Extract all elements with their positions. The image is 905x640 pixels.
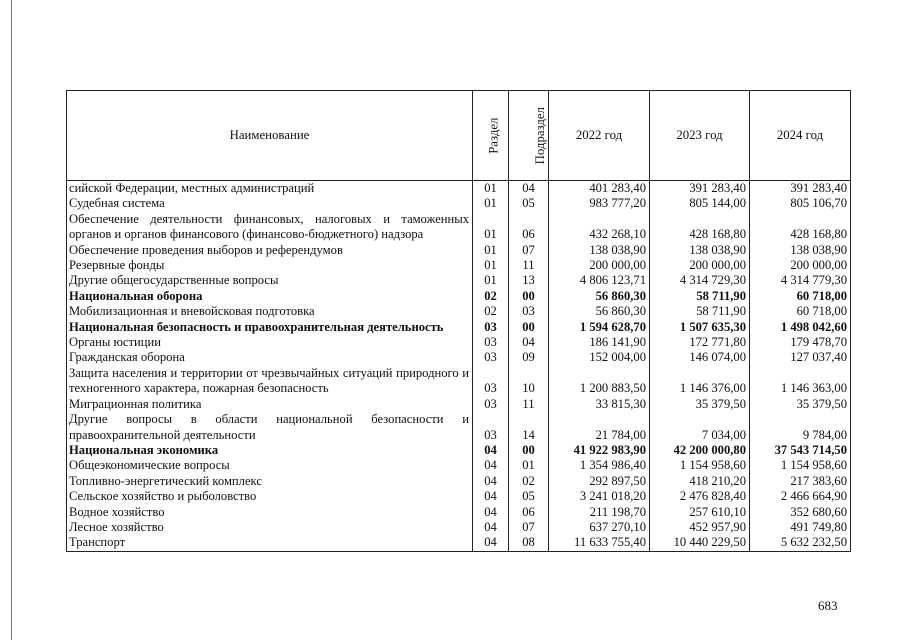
table-row: [67, 350, 851, 365]
cell-name: Резервные фонды: [67, 258, 473, 273]
cell-2024: 5 632 232,50: [750, 535, 851, 551]
cell-podrazdel: 00: [509, 443, 549, 458]
table-header-row: [67, 91, 851, 181]
cell-2024: 805 106,70: [750, 196, 851, 211]
cell-name: Миграционная политика: [67, 397, 473, 412]
cell-razdel: 03: [473, 350, 509, 365]
cell-name: Сельское хозяйство и рыболовство: [67, 489, 473, 504]
page-margin-line: [11, 0, 12, 640]
cell-razdel: 03: [473, 412, 509, 443]
cell-razdel: 01: [473, 273, 509, 288]
cell-2024: 491 749,80: [750, 520, 851, 535]
cell-2022: 186 141,90: [549, 335, 650, 350]
table-row: [67, 181, 851, 197]
cell-razdel: 04: [473, 458, 509, 473]
table-row: [67, 366, 851, 397]
cell-2022: 292 897,50: [549, 474, 650, 489]
cell-razdel: 04: [473, 443, 509, 458]
cell-razdel: 03: [473, 320, 509, 335]
cell-2024: 1 146 363,00: [750, 366, 851, 397]
cell-razdel: 01: [473, 212, 509, 243]
cell-2024: 352 680,60: [750, 505, 851, 520]
cell-2023: 58 711,90: [650, 289, 750, 304]
cell-2023: 1 154 958,60: [650, 458, 750, 473]
cell-2023: 428 168,80: [650, 212, 750, 243]
table-row: [67, 489, 851, 504]
cell-2023: 805 144,00: [650, 196, 750, 211]
cell-2022: 1 200 883,50: [549, 366, 650, 397]
cell-2022: 200 000,00: [549, 258, 650, 273]
cell-razdel: 04: [473, 489, 509, 504]
cell-razdel: 01: [473, 181, 509, 197]
cell-razdel: 01: [473, 258, 509, 273]
cell-2023: 58 711,90: [650, 304, 750, 319]
cell-2024: 1 498 042,60: [750, 320, 851, 335]
cell-razdel: 04: [473, 535, 509, 551]
cell-razdel: 04: [473, 505, 509, 520]
cell-2024: 391 283,40: [750, 181, 851, 197]
cell-2023: 257 610,10: [650, 505, 750, 520]
header-razdel: Раздел: [473, 91, 509, 181]
cell-2024: 127 037,40: [750, 350, 851, 365]
cell-name: Национальная оборона: [67, 289, 473, 304]
table-row: [67, 304, 851, 319]
cell-2023: 4 314 729,30: [650, 273, 750, 288]
cell-2023: 35 379,50: [650, 397, 750, 412]
page-number: 683: [818, 598, 838, 613]
cell-name: Топливно-энергетический комплекс: [67, 474, 473, 489]
cell-2024: 4 314 779,30: [750, 273, 851, 288]
cell-name: Гражданская оборона: [67, 350, 473, 365]
cell-razdel: 03: [473, 335, 509, 350]
cell-name: Другие вопросы в области национальной безопасности и правоохранительной деятельности: [67, 412, 473, 443]
cell-name: Обеспечение проведения выборов и референдумов: [67, 243, 473, 258]
cell-podrazdel: 05: [509, 196, 549, 211]
cell-razdel: 03: [473, 397, 509, 412]
cell-2022: 33 815,30: [549, 397, 650, 412]
cell-podrazdel: 03: [509, 304, 549, 319]
cell-2022: 56 860,30: [549, 304, 650, 319]
table-row: [67, 258, 851, 273]
cell-2022: 401 283,40: [549, 181, 650, 197]
cell-2024: 217 383,60: [750, 474, 851, 489]
cell-name: Общеэкономические вопросы: [67, 458, 473, 473]
cell-2023: 146 074,00: [650, 350, 750, 365]
cell-2022: 4 806 123,71: [549, 273, 650, 288]
header-2023: 2023 год: [650, 91, 750, 181]
cell-2024: 200 000,00: [750, 258, 851, 273]
cell-podrazdel: 10: [509, 366, 549, 397]
cell-2022: 211 198,70: [549, 505, 650, 520]
cell-razdel: 01: [473, 196, 509, 211]
cell-2024: 428 168,80: [750, 212, 851, 243]
table-row: [67, 397, 851, 412]
cell-name: Водное хозяйство: [67, 505, 473, 520]
cell-podrazdel: 09: [509, 350, 549, 365]
cell-podrazdel: 01: [509, 458, 549, 473]
cell-2022: 3 241 018,20: [549, 489, 650, 504]
table-row: [67, 320, 851, 335]
table-row: [67, 335, 851, 350]
cell-podrazdel: 11: [509, 397, 549, 412]
cell-2022: 138 038,90: [549, 243, 650, 258]
cell-razdel: 02: [473, 304, 509, 319]
cell-2022: 11 633 755,40: [549, 535, 650, 551]
cell-name: Национальная экономика: [67, 443, 473, 458]
cell-2024: 60 718,00: [750, 304, 851, 319]
cell-name: Другие общегосударственные вопросы: [67, 273, 473, 288]
cell-podrazdel: 11: [509, 258, 549, 273]
cell-2024: 1 154 958,60: [750, 458, 851, 473]
cell-podrazdel: 00: [509, 320, 549, 335]
table-row: [67, 412, 851, 443]
cell-podrazdel: 08: [509, 535, 549, 551]
cell-2023: 418 210,20: [650, 474, 750, 489]
cell-podrazdel: 05: [509, 489, 549, 504]
cell-2022: 637 270,10: [549, 520, 650, 535]
table-row: [67, 520, 851, 535]
cell-name: Национальная безопасность и правоохранительная деятельность: [67, 320, 473, 335]
cell-name: Мобилизационная и вневойсковая подготовка: [67, 304, 473, 319]
table-row: [67, 443, 851, 458]
cell-2024: 37 543 714,50: [750, 443, 851, 458]
cell-podrazdel: 04: [509, 181, 549, 197]
cell-2023: 7 034,00: [650, 412, 750, 443]
cell-2024: 179 478,70: [750, 335, 851, 350]
cell-2022: 432 268,10: [549, 212, 650, 243]
cell-2023: 200 000,00: [650, 258, 750, 273]
cell-podrazdel: 04: [509, 335, 549, 350]
cell-podrazdel: 06: [509, 505, 549, 520]
header-name: Наименование: [67, 91, 473, 181]
cell-2022: 56 860,30: [549, 289, 650, 304]
cell-2022: 1 354 986,40: [549, 458, 650, 473]
table-row: [67, 196, 851, 211]
table-row: [67, 273, 851, 288]
cell-razdel: 04: [473, 474, 509, 489]
cell-2023: 452 957,90: [650, 520, 750, 535]
cell-2024: 2 466 664,90: [750, 489, 851, 504]
cell-podrazdel: 06: [509, 212, 549, 243]
cell-name: сийской Федерации, местных администраций: [67, 181, 473, 197]
cell-2023: 42 200 000,80: [650, 443, 750, 458]
cell-2024: 60 718,00: [750, 289, 851, 304]
cell-2024: 138 038,90: [750, 243, 851, 258]
cell-podrazdel: 13: [509, 273, 549, 288]
cell-2023: 2 476 828,40: [650, 489, 750, 504]
cell-2024: 9 784,00: [750, 412, 851, 443]
cell-razdel: 02: [473, 289, 509, 304]
cell-razdel: 03: [473, 366, 509, 397]
cell-name: Судебная система: [67, 196, 473, 211]
cell-podrazdel: 07: [509, 520, 549, 535]
cell-podrazdel: 07: [509, 243, 549, 258]
table-row: [67, 289, 851, 304]
table-row: [67, 458, 851, 473]
header-podrazdel: Подраздел: [509, 91, 549, 181]
cell-razdel: 01: [473, 243, 509, 258]
cell-name: Лесное хозяйство: [67, 520, 473, 535]
cell-2023: 1 507 635,30: [650, 320, 750, 335]
cell-name: Транспорт: [67, 535, 473, 551]
table-row: [67, 505, 851, 520]
cell-2024: 35 379,50: [750, 397, 851, 412]
cell-2022: 1 594 628,70: [549, 320, 650, 335]
header-2024: 2024 год: [750, 91, 851, 181]
header-2022: 2022 год: [549, 91, 650, 181]
cell-2023: 391 283,40: [650, 181, 750, 197]
cell-name: Обеспечение деятельности финансовых, налоговых и таможенных органов и органов финансового (финансово-бюджетного) надзора: [67, 212, 473, 243]
table-row: [67, 212, 851, 243]
cell-2023: 138 038,90: [650, 243, 750, 258]
cell-razdel: 04: [473, 520, 509, 535]
cell-2022: 152 004,00: [549, 350, 650, 365]
cell-podrazdel: 02: [509, 474, 549, 489]
cell-name: Органы юстиции: [67, 335, 473, 350]
cell-name: Защита населения и территории от чрезвычайных ситуаций природного и техногенного характера, пожарная безопасность: [67, 366, 473, 397]
table-row: [67, 243, 851, 258]
cell-podrazdel: 14: [509, 412, 549, 443]
table-row: [67, 474, 851, 489]
table-row: [67, 535, 851, 551]
cell-2023: 1 146 376,00: [650, 366, 750, 397]
cell-2023: 172 771,80: [650, 335, 750, 350]
budget-table: [66, 90, 851, 552]
cell-2022: 983 777,20: [549, 196, 650, 211]
cell-2023: 10 440 229,50: [650, 535, 750, 551]
cell-2022: 41 922 983,90: [549, 443, 650, 458]
cell-2022: 21 784,00: [549, 412, 650, 443]
cell-podrazdel: 00: [509, 289, 549, 304]
